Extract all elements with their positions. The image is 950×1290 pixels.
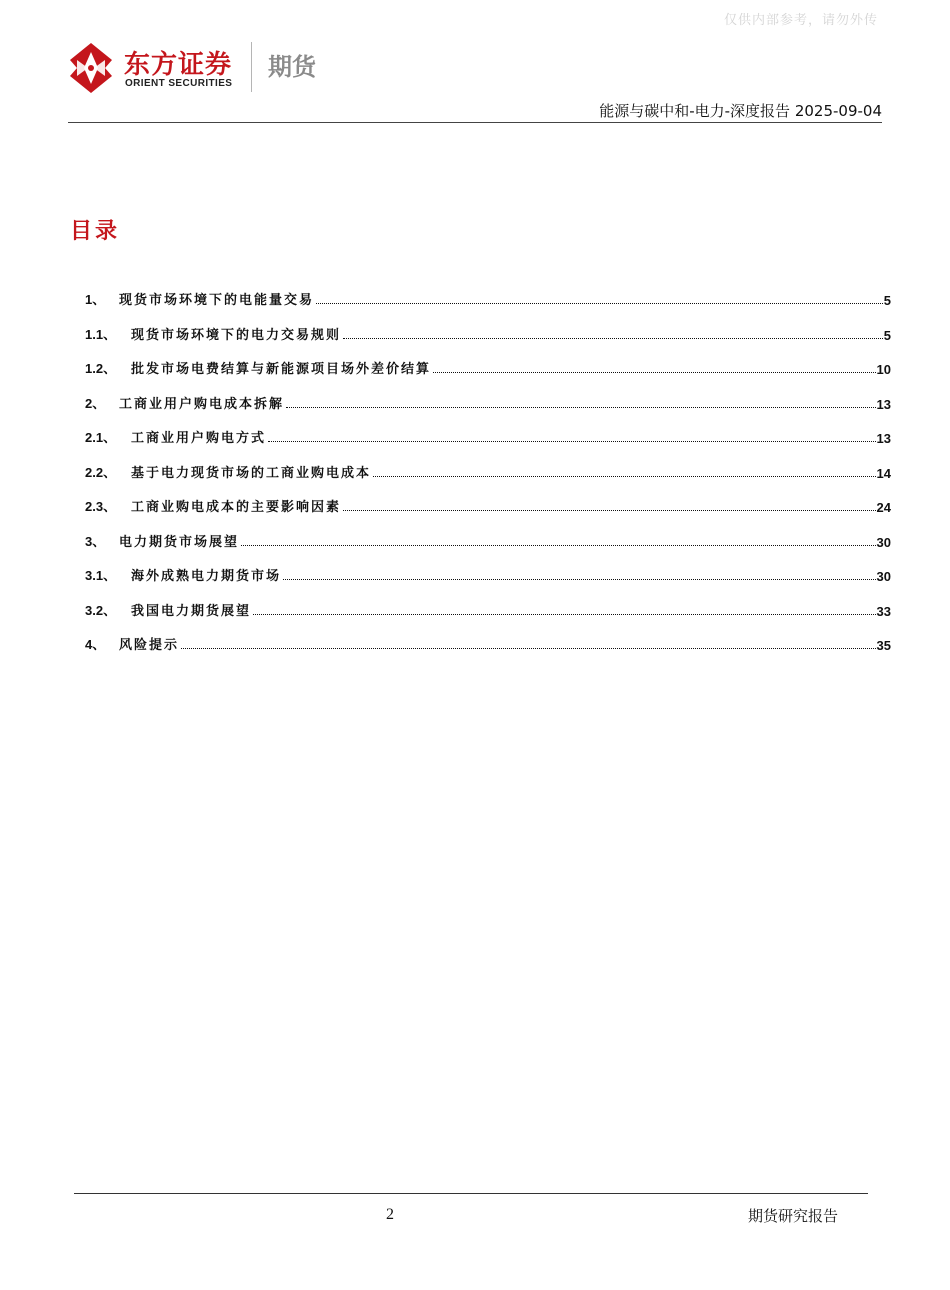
toc-entry-number: 3.1、 [85, 568, 117, 583]
toc-entry-page: 5 [883, 327, 891, 343]
toc-entry-title: 现货市场环境下的电力交易规则 [131, 327, 342, 343]
table-of-contents [85, 287, 891, 667]
toc-entry-page: 10 [876, 362, 891, 377]
toc-entry-page: 13 [876, 431, 891, 446]
toc-dot-leader [343, 337, 883, 339]
toc-entry[interactable] [85, 632, 891, 653]
report-header-title: 能源与碳中和-电力-深度报告 2025-09-04 [599, 102, 882, 120]
toc-entry-title: 批发市场电费结算与新能源项目场外差价结算 [131, 362, 432, 377]
toc-entry-page: 24 [876, 500, 891, 515]
toc-dot-leader [283, 578, 876, 580]
toc-entry-page: 30 [876, 534, 891, 550]
toc-entry-number: 1、 [85, 292, 106, 307]
toc-entry[interactable] [85, 494, 891, 515]
toc-entry-page: 5 [883, 293, 891, 308]
toc-heading: 目录 [70, 218, 121, 244]
toc-entry[interactable] [85, 287, 891, 308]
toc-entry-page: 35 [876, 638, 891, 653]
toc-entry-number: 3、 [85, 533, 106, 549]
toc-entry-page: 30 [876, 569, 891, 584]
toc-entry-title: 工商业用户购电方式 [131, 431, 267, 446]
toc-dot-leader [241, 544, 876, 546]
toc-dot-leader [268, 440, 876, 442]
toc-entry-number: 1.2、 [85, 361, 117, 376]
toc-entry[interactable] [85, 356, 891, 377]
logo-division: 期货 [268, 53, 316, 81]
toc-entry-page: 33 [876, 603, 891, 619]
toc-entry-title: 现货市场环境下的电能量交易 [119, 293, 315, 308]
toc-dot-leader [286, 406, 876, 408]
logo-name-en: ORIENT SECURITIES [125, 78, 233, 89]
toc-dot-leader [181, 647, 876, 649]
confidential-watermark: 仅供内部参考，请勿外传 [723, 13, 878, 28]
logo-divider [251, 42, 252, 92]
header-divider [68, 122, 882, 123]
toc-dot-leader [433, 371, 876, 373]
toc-entry-title: 工商业用户购电成本拆解 [119, 396, 285, 412]
toc-entry-number: 2.3、 [85, 499, 117, 514]
orient-logo-icon [68, 42, 114, 94]
toc-entry-title: 工商业购电成本的主要影响因素 [131, 500, 342, 515]
logo-name-cn: 东方证券 [124, 50, 233, 80]
toc-dot-leader [253, 613, 876, 615]
toc-dot-leader [316, 302, 883, 304]
company-logo [68, 40, 348, 96]
footer-divider [74, 1193, 868, 1194]
toc-entry-title: 基于电力现货市场的工商业购电成本 [131, 465, 372, 481]
toc-entry-page: 14 [876, 465, 891, 481]
toc-entry-title: 我国电力期货展望 [131, 603, 252, 619]
toc-entry-number: 4、 [85, 637, 106, 652]
toc-dot-leader [373, 475, 876, 477]
toc-entry-page: 13 [876, 396, 891, 412]
toc-entry[interactable] [85, 529, 891, 550]
toc-entry[interactable] [85, 563, 891, 584]
toc-entry-title: 电力期货市场展望 [119, 534, 240, 550]
toc-entry-number: 2.2、 [85, 464, 117, 480]
toc-entry-title: 海外成熟电力期货市场 [131, 569, 282, 584]
toc-entry[interactable] [85, 322, 891, 343]
footer-label: 期货研究报告 [747, 1207, 838, 1225]
toc-entry[interactable] [85, 460, 891, 481]
toc-entry-number: 3.2、 [85, 602, 117, 618]
toc-entry[interactable] [85, 391, 891, 412]
toc-entry-number: 2.1、 [85, 430, 117, 445]
toc-entry-number: 2、 [85, 395, 106, 411]
toc-entry[interactable] [85, 425, 891, 446]
toc-dot-leader [343, 509, 876, 511]
toc-entry-number: 1.1、 [85, 326, 117, 342]
toc-entry[interactable] [85, 598, 891, 619]
page-number: 2 [386, 1206, 394, 1223]
toc-entry-title: 风险提示 [119, 638, 180, 653]
